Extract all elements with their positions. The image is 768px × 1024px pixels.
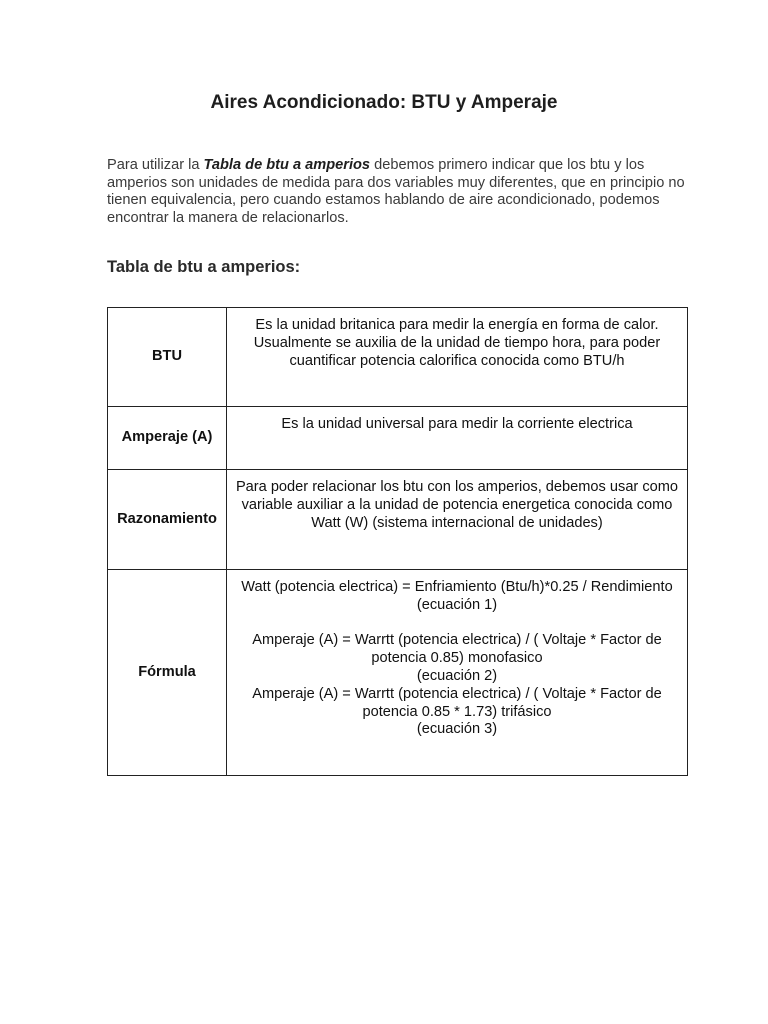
description-text: Es la unidad britanica para medir la energía en forma de calor. Usualmente se auxilia de la unidad de tiempo hora, para poder cuantificar potencia calorifica conocida como BTU/h (253, 317, 661, 369)
table-row-amperaje (108, 407, 688, 470)
row-label-btu: BTU (108, 308, 227, 407)
intro-text-after: debemos primero indicar que los btu y los amperios son unidades de medida para dos variables muy diferentes, que en principio no tienen equivalencia, pero cuando estamos hablando de aire acondicionado, podemos encontrar la manera de relacionarlos. (107, 157, 685, 226)
btu-amperios-table (107, 307, 688, 776)
row-description-formula (227, 570, 688, 776)
table-row-razonamiento (108, 470, 688, 570)
intro-text-before: Para utilizar la (107, 157, 204, 173)
spacer (233, 615, 681, 633)
table-row-btu (108, 308, 688, 407)
row-label-formula: Fórmula (108, 570, 227, 776)
intro-paragraph (107, 157, 687, 227)
row-description-btu (227, 308, 688, 407)
section-title: Tabla de btu a amperios: (107, 258, 301, 276)
formula-amperaje-trifasico: Amperaje (A) = Warrtt (potencia electrica) / ( Voltaje * Factor de potencia 0.85 * 1.73) trifásico (252, 685, 662, 720)
equation-2-label: (ecuación 2) (416, 667, 498, 684)
formula-watt: Watt (potencia electrica) = Enfriamiento (Btu/h)*0.25 / Rendimiento (241, 579, 673, 595)
row-label-amperaje: Amperaje (A) (108, 407, 227, 470)
row-label-razonamiento: Razonamiento (108, 470, 227, 570)
formula-amperaje-monofasico: Amperaje (A) = Warrtt (potencia electrica) / ( Voltaje * Factor de potencia 0.85) monofasico (252, 632, 662, 667)
equation-1-label: (ecuación 1) (416, 596, 498, 613)
equation-3-label: (ecuación 3) (416, 721, 498, 738)
description-text: Es la unidad universal para medir la corriente electrica (281, 416, 633, 432)
table-row-formula (108, 570, 688, 776)
row-description-razonamiento (227, 470, 688, 570)
description-text: Para poder relacionar los btu con los amperios, debemos usar como variable auxiliar a la unidad de potencia energetica conocida como Watt (W) (sistema internacional de unidades) (235, 479, 679, 531)
page-title: Aires Acondicionado: BTU y Amperaje (210, 92, 558, 113)
row-description-amperaje (227, 407, 688, 470)
intro-emphasis: Tabla de btu a amperios (203, 157, 371, 173)
